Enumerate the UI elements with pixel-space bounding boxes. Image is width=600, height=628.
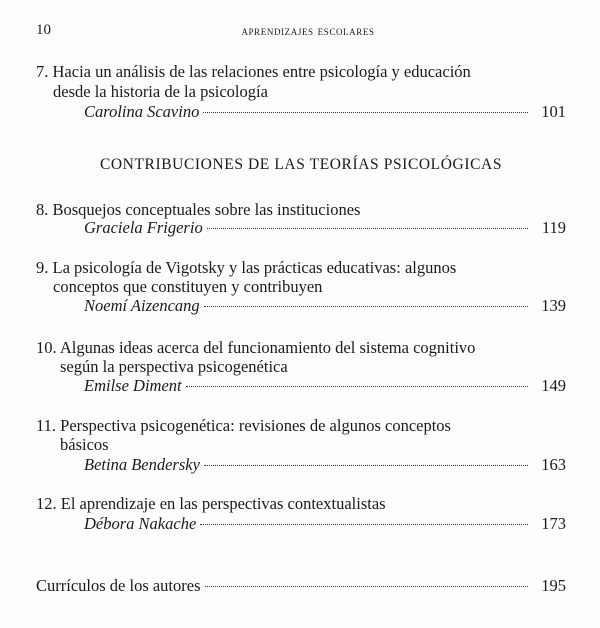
entry-page: 173 [541, 514, 566, 533]
entry-author-row [84, 218, 566, 238]
book-title: aprendizajes escolares [241, 23, 375, 38]
running-head [36, 22, 580, 42]
dot-leader [203, 112, 528, 113]
page-number: 10 [36, 22, 51, 38]
entry-page: 163 [541, 455, 566, 474]
entry-title-line-2: según la perspectiva psicogenética [60, 357, 288, 376]
entry-page: 149 [541, 376, 566, 395]
entry-title-line-1: 7. Hacia un análisis de las relaciones entre psicología y educación [36, 62, 471, 81]
toc-entry-authors-cv [36, 576, 566, 596]
entry-title-line-2: básicos [60, 435, 109, 454]
entry-author: Débora Nakache [84, 514, 197, 533]
entry-page: 139 [541, 296, 566, 315]
entry-title-line-1: 11. Perspectiva psicogenética: revisiones de algunos conceptos [36, 416, 451, 435]
entry-title-line-1: 12. El aprendizaje en las perspectivas contextualistas [36, 494, 386, 513]
entry-author-row [84, 296, 566, 316]
dot-leader [204, 306, 528, 307]
dot-leader [205, 586, 528, 587]
entry-author-row [84, 455, 566, 475]
dot-leader [200, 524, 528, 525]
entry-page: 101 [541, 102, 566, 121]
entry-page: 119 [541, 218, 566, 237]
entry-title-line-1: 8. Bosquejos conceptuales sobre las instituciones [36, 200, 361, 219]
entry-title-line-1: 10. Algunas ideas acerca del funcionamiento del sistema cognitivo [36, 338, 476, 357]
entry-title-line-2: desde la historia de la psicología [53, 82, 268, 101]
dot-leader [204, 465, 528, 466]
entry-author: Betina Bendersky [84, 455, 200, 474]
entry-title-line-2: conceptos que constituyen y contribuyen [53, 277, 323, 296]
entry-author-row [84, 102, 566, 122]
entry-author: Emilse Diment [84, 376, 182, 395]
entry-author-row [84, 376, 566, 396]
entry-author-row [84, 514, 566, 534]
entry-author: Noemí Aizencang [84, 296, 200, 315]
entry-author: Carolina Scavino [84, 102, 200, 121]
entry-title: Currículos de los autores [36, 576, 201, 595]
dot-leader [186, 386, 528, 387]
entry-title-line-1: 9. La psicología de Vigotsky y las prácticas educativas: algunos [36, 258, 457, 277]
entry-page: 195 [541, 576, 566, 595]
entry-author: Graciela Frigerio [84, 218, 203, 237]
dot-leader [207, 228, 528, 229]
section-heading: CONTRIBUCIONES DE LAS TEORÍAS PSICOLÓGICAS [99, 156, 503, 173]
